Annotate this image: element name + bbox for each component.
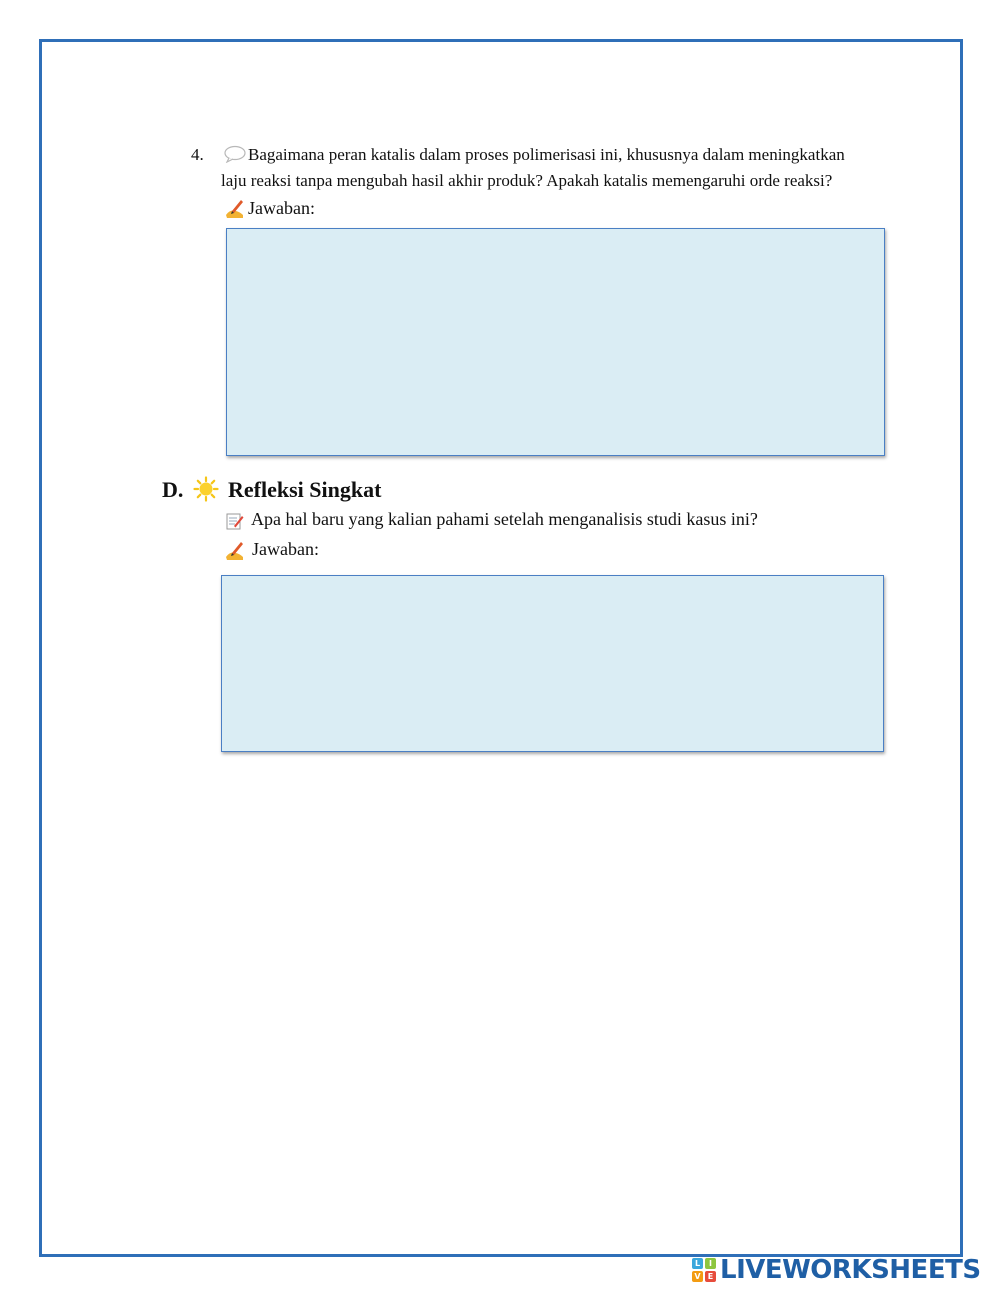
logo-letter: L <box>692 1258 703 1269</box>
logo-mark-icon <box>692 1258 716 1282</box>
liveworksheets-logo <box>692 1254 981 1286</box>
question-number: 4. <box>191 145 204 164</box>
logo-text: LIVEWORKSHEETS <box>720 1255 981 1285</box>
answer-label-1: Jawaban: <box>248 198 315 218</box>
speech-bubble-icon <box>223 145 247 163</box>
writing-hand-icon <box>224 197 246 219</box>
section-title: Refleksi Singkat <box>228 477 382 502</box>
answer-box-question-4[interactable] <box>226 228 885 456</box>
question-text-line-2: laju reaksi tanpa mengubah hasil akhir produk? Apakah katalis memengaruhi orde reaksi? <box>221 171 833 190</box>
logo-letter: E <box>705 1271 716 1282</box>
logo-letter: V <box>692 1271 703 1282</box>
answer-label-2: Jawaban: <box>252 539 319 559</box>
logo-letter: I <box>705 1258 716 1269</box>
question-text-line-1: Bagaimana peran katalis dalam proses polimerisasi ini, khususnya dalam meningkatkan <box>248 145 845 164</box>
sun-icon <box>193 476 219 502</box>
writing-hand-icon <box>224 539 246 561</box>
answer-box-reflection[interactable] <box>221 575 884 752</box>
section-letter: D. <box>162 477 184 502</box>
memo-icon <box>226 512 244 530</box>
reflection-question: Apa hal baru yang kalian pahami setelah menganalisis studi kasus ini? <box>251 509 758 529</box>
